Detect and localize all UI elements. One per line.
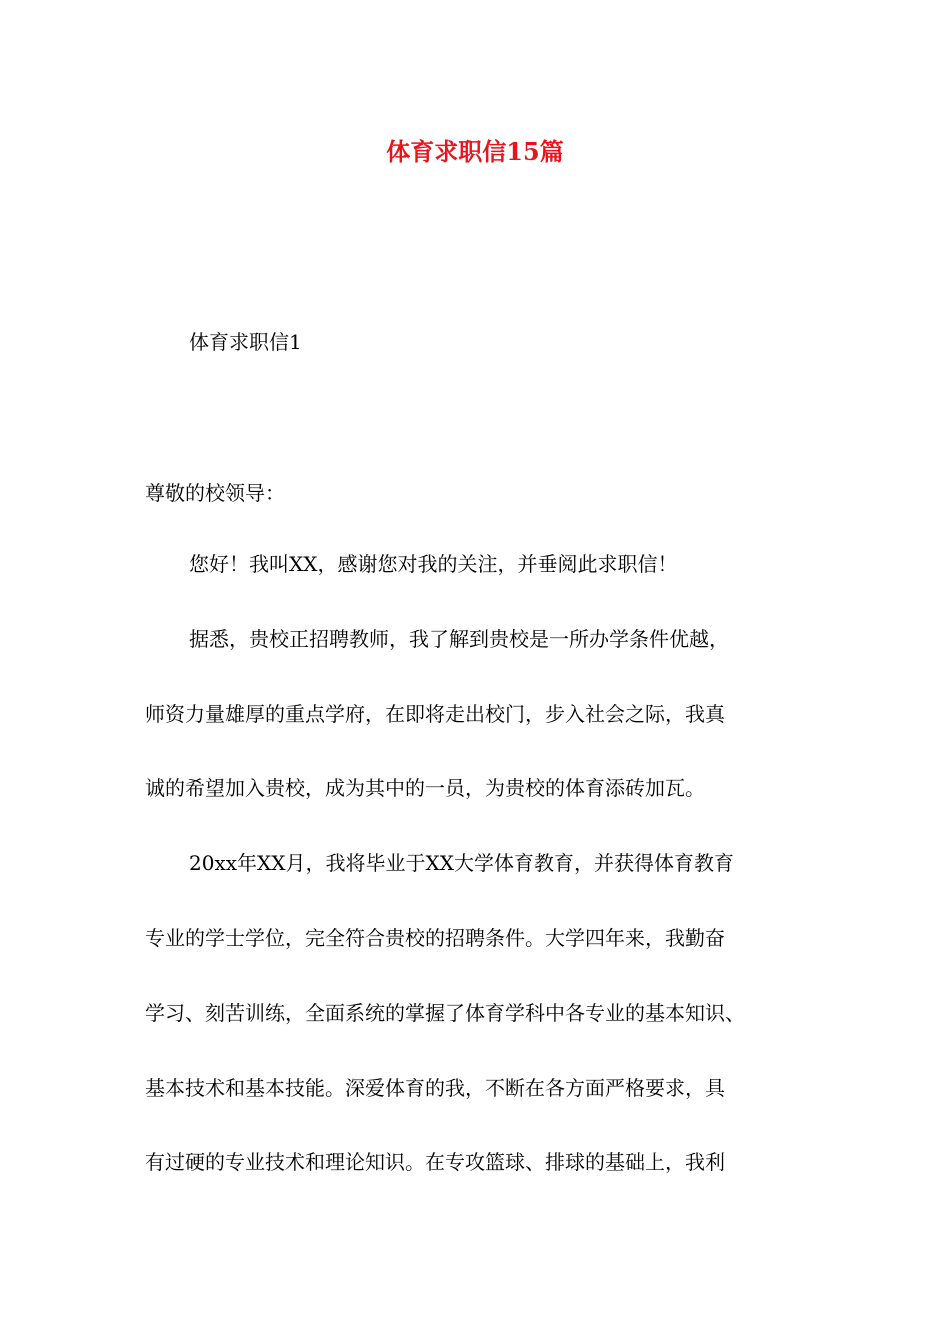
paragraph-line: 基本技术和基本技能。深爱体育的我，不断在各方面严格要求，具: [145, 1076, 725, 1100]
paragraph-line: 诚的希望加入贵校，成为其中的一员，为贵校的体育添砖加瓦。: [145, 776, 705, 800]
paragraph-line: 专业的学士学位，完全符合贵校的招聘条件。大学四年来，我勤奋: [145, 926, 725, 950]
paragraph-line: 有过硬的专业技术和理论知识。在专攻篮球、排球的基础上，我利: [145, 1150, 725, 1174]
salutation: 尊敬的校领导：: [145, 481, 285, 505]
paragraph-line: 据悉，贵校正招聘教师，我了解到贵校是一所办学条件优越，: [189, 627, 729, 651]
section-heading: 体育求职信1: [189, 330, 302, 354]
paragraph-line: 师资力量雄厚的重点学府，在即将走出校门，步入社会之际，我真: [145, 702, 725, 726]
document-title: 体育求职信15篇: [386, 137, 564, 166]
paragraph-line: 学习、刻苦训练，全面系统的掌握了体育学科中各专业的基本知识、: [145, 1001, 745, 1025]
paragraph-line: 您好！我叫XX，感谢您对我的关注，并垂阅此求职信！: [189, 552, 678, 576]
paragraph-line: 20xx年XX月，我将毕业于XX大学体育教育，并获得体育教育: [189, 851, 734, 875]
